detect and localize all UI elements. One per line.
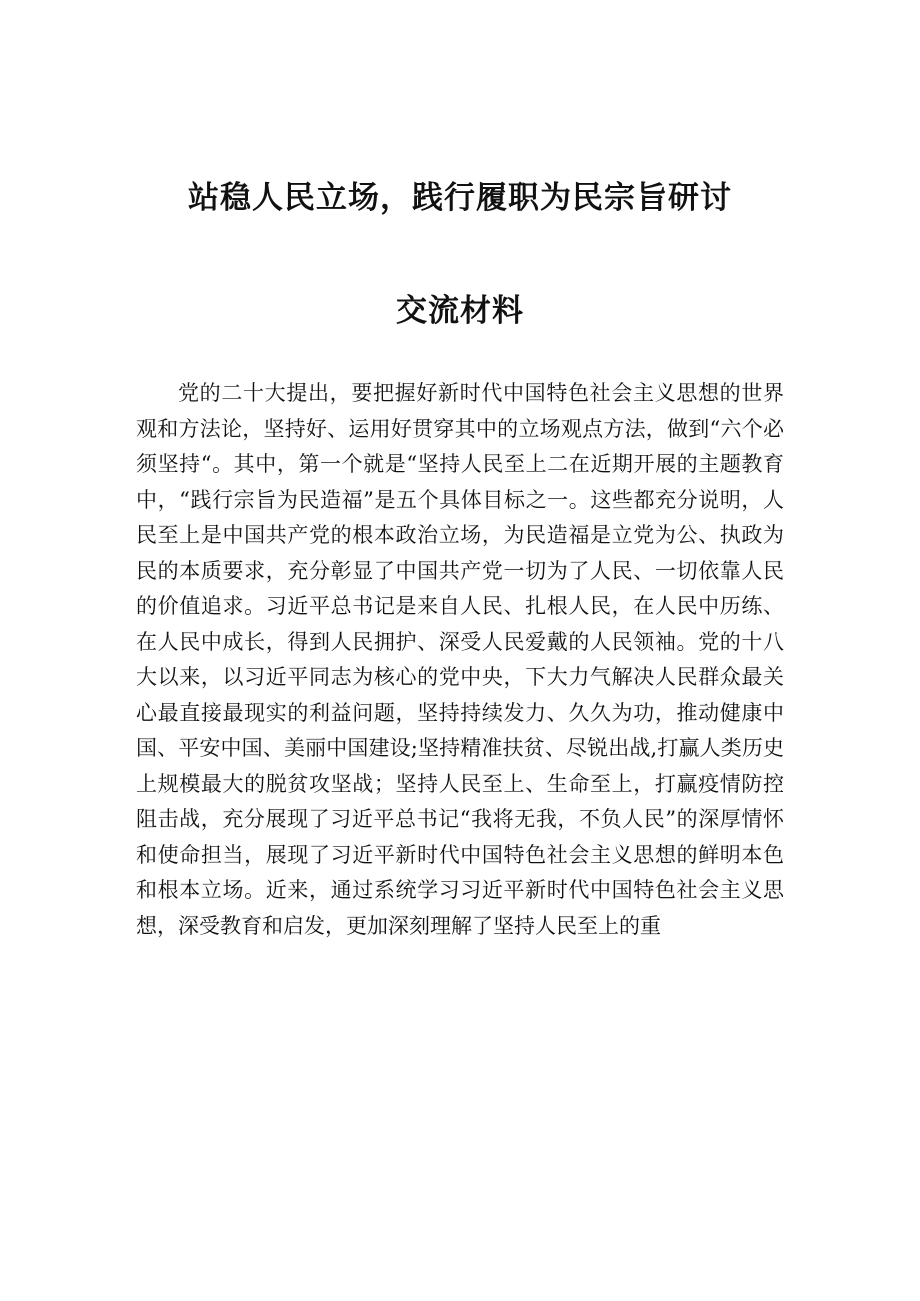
document-title-line-2: 交流材料 — [396, 293, 524, 329]
document-title-line-1: 站稳人民立场，践行履职为民宗旨研讨 — [188, 180, 732, 216]
body-paragraph: 党的二十大提出，要把握好新时代中国特色社会主义思想的世界观和方法论，坚持好、运用好贯穿其中的立场观点方法，做到“六个必须坚持“。其中，第一个就是“坚持人民至上二在近期开展的主题教育中，“践行宗旨为民造福”是五个具体目标之一。这些都充分说明，人民至上是中国共产党的根本政治立场，为民造福是立党为公、执政为民的本质要求，充分彰显了中国共产党一切为了人民、一切依靠人民的价值追求。习近平总书记是来自人民、扎根人民，在人民中历练、在人民中成长，得到人民拥护、深受人民爱戴的人民领袖。党的十八大以来，以习近平同志为核心的党中央，下大力气解决人民群众最关心最直接最现实的利益问题，坚持持续发力、久久为功，推动健康中国、平安中国、美丽中国建设;坚持精准扶贫、尽锐出战,打赢人类历史上规模最大的脱贫攻坚战；坚持人民至上、生命至上，打赢疫情防控阻击战，充分展现了习近平总书记“我将无我，不负人民”的深厚情怀和使命担当，展现了习近平新时代中国特色社会主义思想的鲜明本色和根本立场。近来，通过系统学习习近平新时代中国特色社会主义思想，深受教育和启发，更加深刻理解了坚持人民至上的重 — [136, 381, 784, 938]
